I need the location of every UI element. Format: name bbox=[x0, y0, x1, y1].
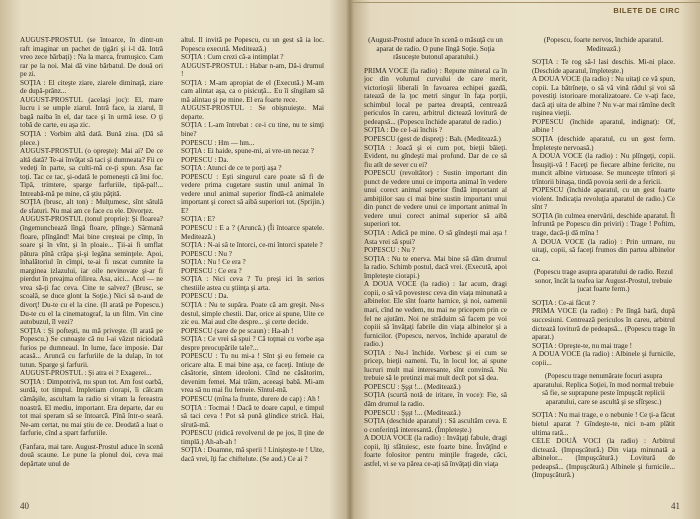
stage-direction: altul. Il invită pe Popescu, cu un gest să ia loc. Popescu execută. Meditează.) bbox=[181, 36, 324, 53]
paragraph: A DOUA VOCE (la radio) : Invăţaţi fabule, dragi copii, îţi sfătuiesc, este foarte bine. Învăţînd e foarte folositor pentru minţile fragede, căci, astfel, vi se va părea ce-aţi să învăţaţi din viaţa bbox=[364, 434, 507, 468]
paragraph: POPESCU (ridică revolverul de pe jos, îl ţine de timplă.) Ah-ah-ah ! bbox=[181, 429, 324, 446]
paragraph: SOŢIA : Nu ! Ce era ? bbox=[181, 258, 246, 267]
stage-direction: (Popescu trage asupra aparatului de radio. Rezul sonor, încât la teafea iar August-Prostul, trebuie jucat foarte ferm.) bbox=[533, 268, 674, 294]
page-number-left: 40 bbox=[20, 501, 29, 511]
paragraph: POPESCU : Da. bbox=[181, 292, 229, 301]
stage-direction: (Popescu trage nenumărate focuri asupra aparatului. Replica Soţiei, în mod normal trebuie să fie, se suprapune peste împuşcăt replicii aparatului, care se ascultă şi se sfîrşesc.) bbox=[533, 372, 674, 406]
left-page-column-1 bbox=[20, 36, 163, 484]
paragraph: SOŢIA : Atunci de ce te porţi aşa ? bbox=[181, 164, 282, 173]
paragraph: A DOUA VOCE (la radio) : Albinele şi furnicile, copii... bbox=[532, 350, 675, 367]
paragraph: POPESCU : Şşşt !... (Meditează.) bbox=[364, 382, 461, 391]
paragraph: SOŢIA (deschide aparatul, cu un gest ferm. Împletește nervoasă.) bbox=[532, 135, 675, 152]
paragraph: SOŢIA : Adică pe mine. O să gîndeşti mai aşa ! Asta vrei să spui? bbox=[364, 229, 507, 246]
paragraph: SOŢIA : Nu-l închide. Vorbesc şi ei cum se pricep, bieţii oameni. Tu, în locul lor, ai spune lucruri mult mai interesante, sînt convinsă. Nu trebuie să le pretinzi mai mult decît pot să dea. bbox=[364, 348, 507, 383]
paragraph: SOŢIA (scurtă notă de iritare, în voce): Fie, să dăm drumul la radio. bbox=[364, 391, 507, 408]
paragraph: POPESCU (gest de dispreţ) : Bah. (Meditează.) bbox=[364, 135, 501, 144]
page-number-right: 41 bbox=[671, 501, 680, 511]
paragraph: AUGUST-PROSTUL (o opreşte): Mai ai? De ce altă dată? Te-ai învăţat să taci şi dumneata? Fii ce vedeţi în parte, sa culti-mă ce-ţi spun. Asa fac toţi. Tac ce tac, şi-odată le pomeneşti că îmi foc. Tipă, trimtere, sparge farfuriile, tipă-pal!... Intreabă-mă pe mine, că ştiu păţită. bbox=[20, 147, 163, 198]
stage-direction: (August-Prostul aduce în scenă o măsuţă cu un aparat de radio. O pune lîngă Soţie. Soţia răsuceşte butonul aparatului.) bbox=[368, 36, 503, 62]
running-head: BILETE DE CIRC bbox=[613, 6, 680, 15]
paragraph: POPESCU : Eşti singurul care poate să fi de vedere prima cugetare sustin unul animal în vedere unul animal superior fîndă-că animalele important şi corect să aibă superiori tot. (Sprijin.) E? bbox=[181, 172, 324, 215]
paragraph: SOŢIA (deschide aparatul) : Să ascultăm ceva. E o conferinţă interesantă. (Împletește.) bbox=[364, 417, 507, 434]
paragraph: AUGUST-PROSTUL (acelaşi joc): El, mare lucru i se umple ziarul. Intră face, ia ziarul, îl bagă naiba în el, dar tace şi în urmă iese. O ţi tobă de carte, eu aşa zic. bbox=[20, 95, 163, 130]
paragraph: SOŢIA : Vorbim altă dată. Bună ziua. (Dă să plece.) bbox=[20, 130, 163, 147]
paragraph: SOŢIA : Tocmai ! Dacă te doare capul, e timpul să taci ceva ! Pot să pună glindice strică. Hai, sîrută-mă. bbox=[181, 403, 324, 429]
paragraph: AUGUST-PROSTUL : Se obişnuieşte. Mai departe. bbox=[181, 104, 324, 121]
paragraph: SOŢIA : Te rog să-l lasi deschis. Mi-ni place. (Deschide aparatul, împletește.) bbox=[532, 58, 675, 75]
paragraph: PRIMA VOCE (la radio) : Repune mineral ca în joc din volumul curvului de care merit, victorioşii liberali în favoarea echipei gazdă, ratează de la ţoc metri singur în faţa porţii, schimbul local pe partea dreaptă, centrează periculos în careu, arbitrul dictează lovitură de pedeapsă... (Popescu închide aparatul de radio.) bbox=[364, 66, 507, 126]
paragraph: A DOUA VOCE (la radio) : Iar acum, dragi copii, o să vă povestesc ceva din viaţa minunată a albinelor. Ele sînt foarte harnice, şi noi, oamenii mari, cînd ne vedem, nu mai ne pricepem prin ce fel ne ajutăm. Noi ne străduim să facem pe voi copiii să învăţaţi fabrile din viaţa albinelor şi a furnicilor. (Popescu, nervos, închide aparatul de radio.) bbox=[364, 280, 507, 349]
paragraph: AUGUST-PROSTUL : Habar n-am, Dă-i drumul ! bbox=[181, 61, 324, 79]
paragraph: SOŢIA : Dimpotrivă, nu spun tot. Am fost oarbă, surdă, tot timpul. Impletiam ciorapi, îi călcam cămăşile, ascultam la radio si vitam la fereastra noastră. El mediu, important. Era departe, dar eu tot mai speram să se întoarcă. Pînă într-o seară. Ne-am certat, nu mai ştiu de ce. Deodată a luat o farfurie, cînd a spart farfuriile. bbox=[20, 377, 163, 438]
paragraph: POPESCU : Nu ? bbox=[364, 246, 415, 255]
paragraph: SOŢIA : Doamne, mă sperii ! Linişteşte-te ! Uite, dacă vrei, îţi fac chiftelute. (Se aud.) Ce ai ? bbox=[181, 446, 324, 463]
paragraph: POPESCU : Da. bbox=[181, 155, 229, 164]
paragraph: SOŢIA : Ei haide, spune-mi, ai vre-un necaz ? bbox=[181, 147, 314, 156]
paragraph: SOŢIA : Opreşte-te, nu mai trage ! bbox=[532, 341, 632, 350]
paragraph: SOŢIA : Nu mai trage, e o nebunie ! Ce ţi-a făcut bietul aparat ? Gîndeşte-te, nici n-am plătit ultima rată... bbox=[532, 411, 675, 437]
paragraph: SOŢIA : N-ai să te întorci, ce-mi întorci spatele ? bbox=[181, 241, 323, 250]
paragraph: POPESCU (închide aparatul, indignat): Of, albine ! bbox=[532, 117, 675, 135]
paragraph: SOŢIA : Cum crezi că-a intimplat ? bbox=[181, 53, 284, 62]
paragraph: AUGUST-PROSTUL (tonul proprie): Şi floarea? (îngemunchează lîngă floare, plînge.) Sărmană floare, plîngând! Mai bine creşteai pe cîmp, în soare şi în vînt, şi în ploaie... Ţii-ai fi umflat pătura pînă crăpa şi-şi legăna seminţele. Apoi, înhalătoriul în cîmpi, te-ai fi uscat cumnite la marginea izlazului, iar oile nevinovate şi-ar fi pierdut în preajma ofilirea. Asa, aici... Acel — ne vrea să-ţi fac ceva. Cine te salvez? (Brusc, se scoală, se duce glont la Soţie.) Nici să n-aud de divorţ! Du-te cu el la cine. (Il arată pe Popescu.) Du-te cu el la cinematograf, la un film. Vin cine autobuzul, îl vezi? bbox=[20, 215, 163, 327]
paragraph: SOŢIA (în culmea enervării, deschide aparatul. Îl înfruntă pe Popescu din priviri) : Trage ! Poftim, trage, dacă-ţi dă mîna ! bbox=[532, 211, 675, 238]
paragraph: SOŢIA : M-am apropiat de el (Execută.) M-am cam alintat aşa, ca o pisicuţă... Eu îi sîngilam să mă alintau şi pe mine. El era foarte rece. bbox=[181, 78, 324, 104]
paragraph: SOŢIA : Şi pofteşti, nu mă priveşte. (Il arată pe Popescu.) Se cunoaşte că nu l-ai văzut niciodată furios pe dumneaul. In lume, face imposie. Dar acasă... Aruncă cu farfuriile de la dulap, în tot tutun. Sparge şi farfurii. bbox=[20, 326, 163, 369]
paragraph: POPESCU (închide aparatul, cu un gest foarte violent. Indicaţia revoluţia aparatul de radio.) Ce sînt ? bbox=[532, 186, 675, 212]
paragraph: PRIMA VOCE (la radio) : Pe lîngă bară, după succesiuni. Centrează periculos în careu, arbitrul dictează lovitură de pedeapsă... (Popescu trage în aparat.) bbox=[532, 307, 675, 342]
paragraph: POPESCU (revoltător) : Sustin important din punct de vedere unui ce importa animal în vedere unui corect animal superior fîndă important al ambiţiilor sau ci mai bine sustin important unui din punct de vedere unui ce important animal în vedere unui corect animal superior să aibă superiori tot. bbox=[364, 169, 507, 229]
right-page-column-2 bbox=[532, 36, 675, 484]
paragraph: SOŢIA : E? bbox=[181, 215, 215, 224]
paragraph: AUGUST-PROSTUL (se întoarce, în dintr-un raft imaginar un pachet de ţigări şi i-l dă. Intră vreo zece bărbaţi) : Na la marca, frumuşico. Cam rar pe la noi. Mai dă vine bărbatul. De două ori pe zi. bbox=[20, 36, 163, 79]
paragraph: POPESCU (mîna la frunte, durere de cap) : Ah ! bbox=[181, 394, 320, 403]
paragraph: AUGUST-PROSTUL : Şi atra ei ? Exagerei... bbox=[20, 369, 152, 378]
paragraph: SOŢIA : De ce l-ai închis ? bbox=[364, 126, 443, 135]
paragraph: SOŢIA : Nu te supăra. Poate că am greşit. Nu-s destul, simple chestii. Dar, orice ai spune, Uite ce zic eu. Mai aud cîte despre... şi certe decide. bbox=[181, 300, 324, 327]
right-page-column-1 bbox=[364, 36, 507, 484]
paragraph: POPESCU : Tu nu mi-a ! Sînt şi eu femeie ca oricare alta. E mai bine aşa, ce faceţi. Intiuţe de căsătorie, sîntem ideoloni. Cînd ne căsătorim, devenim femei. Mai trăim, aceeaşi babă. Mi-am vrea să nu mai fiu femeie. Sîntul-mă. bbox=[181, 352, 324, 395]
stage-direction: (Fanfara, mai tare. August-Prostul aduce în scenă două scaune. Le pune la plonul doi, ceva mai depărtate unul de bbox=[20, 442, 163, 468]
paragraph: SOŢIA : Joacă şi ei cum pot, bieţii băieţi. Evident, nu gîndeşti mai profund. Dar de ce să fiu atît de sever cu ei? bbox=[364, 143, 507, 169]
paragraph: CELE DOUĂ VOCI (la radio) : Arbitrul dictează. (Impuşcătură.) Din viaţa minunată a albinelor... (Impuşcătură.) Lovitură de pedeapsă... (Impuşcătură.) Albinele şi furnicile... (Impuşcătură.) bbox=[532, 437, 675, 480]
paragraph: SOŢIA : Nici ceva ? Tu preşi ici în serios chestiile astea cu ştiinţa şi arta. bbox=[181, 275, 324, 292]
paragraph: SOŢIA : Ce vrei să spui ? Că toţmai cu vorbe aşa despre preocupările tale?... bbox=[181, 335, 324, 352]
paragraph: POPESCU : Şşşt !... (Meditează.) bbox=[364, 408, 461, 417]
paragraph: POPESCU (sare de pe scaun) : Ha-ah ! bbox=[181, 326, 294, 335]
paragraph: POPESCU : Nu ? bbox=[181, 249, 232, 258]
paragraph: POPESCU : Ce era ? bbox=[181, 266, 242, 275]
paragraph: SOŢIA : Nu te enerva. Mai bine să dăm drumul la radio. Schimb postul, dacă vrei. (Execută, apoi împletește ciorapi.) bbox=[364, 254, 507, 280]
paragraph: POPESCU : Hm — hm... bbox=[181, 138, 255, 147]
paragraph: SOŢIA : El citeşte ziare, ziarele diminaţă, ziare de după-prânz... bbox=[20, 78, 163, 96]
left-page-column-2 bbox=[181, 36, 324, 484]
right-page bbox=[350, 0, 700, 519]
paragraph: A DOUA VOCE (la radio) : Nu plîngeţi, copii. Însuşiţi-vă ! Faceţi pe fiecare albine fericite, nu muncit albine virtuoase. Se munceşte trîntori și trîntorii binaşa, tindă povoia serii de a fericii. bbox=[532, 152, 675, 186]
stage-direction: (Popescu, foarte nervos, închide aparatul. Meditează.) bbox=[543, 36, 664, 53]
paragraph: A DOUA VOCE (la radio) : Nu uitaţi ce vă spun, copii. La bătrîneţe, o să vă vină râdul şi voi să povestiţi istorioare moralizatoare. Ce v-aţi face, dacă aţi uita de albine ? Nu v-ar mai rămîne decît ruşinea vieţii. bbox=[532, 75, 675, 118]
paragraph: POPESCU : E a ? (Aruncă.) (Îi întoarce spatele. Meditează.) bbox=[181, 224, 324, 241]
paragraph: SOŢIA : L-am întrebat : ce-i cu tine, nu te simţi bine? bbox=[181, 121, 324, 139]
paragraph: A DOUA VOCE (la radio) : Prin urmare, nu uitaţi, copii, să faceţi frumos din partea albinelor ca. bbox=[532, 237, 675, 263]
paragraph: SOŢIA : Ce-ai făcut ? bbox=[532, 298, 596, 307]
paragraph: SOŢIA (brusc, alt ton) : Mulţumesc, sînt sătulă de sfaturi. Nu mai am ce face cu ele. Divorţez. bbox=[20, 198, 163, 215]
